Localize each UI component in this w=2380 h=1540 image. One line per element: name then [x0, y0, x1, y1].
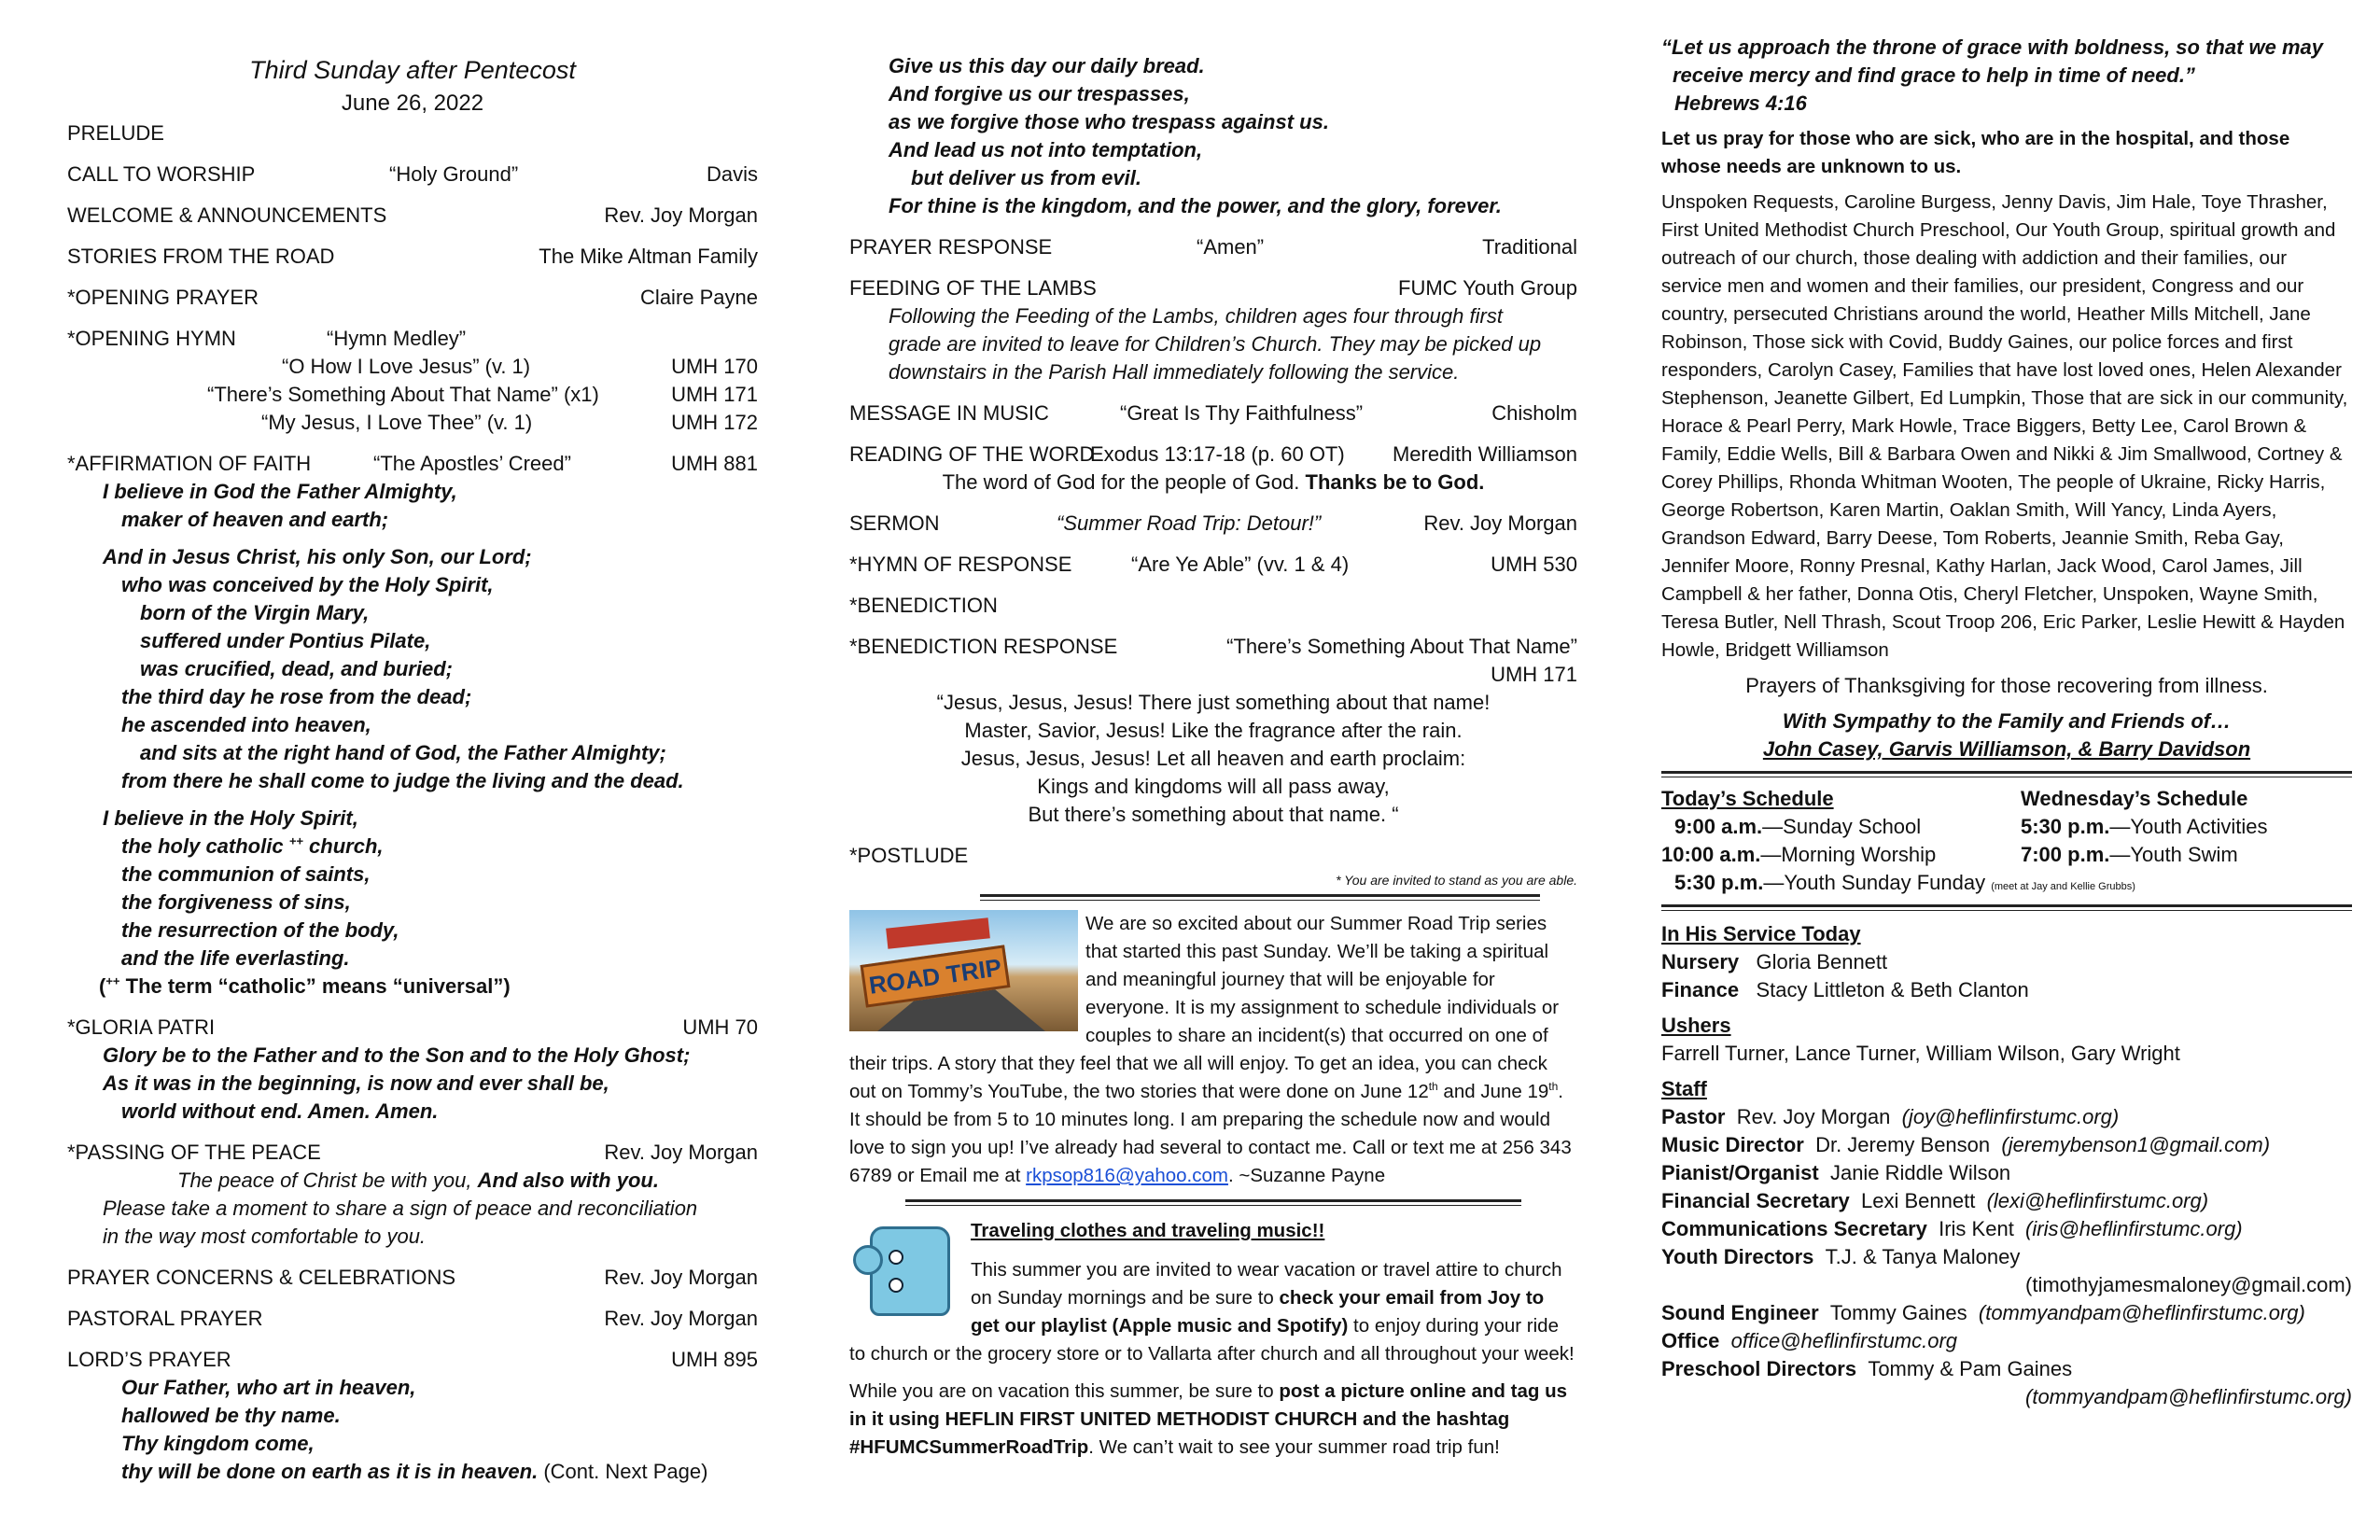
lords-line: but deliver us from evil. — [911, 166, 1141, 189]
feeding-line: Following the Feeding of the Lambs, children ages four through first — [889, 304, 1503, 328]
call-to-worship: CALL TO WORSHIP “Holy Ground” Davis — [67, 162, 758, 186]
bulletin-date: June 26, 2022 — [341, 91, 484, 116]
peace-line: in the way most comfortable to you. — [103, 1225, 427, 1248]
lords-line: And forgive us our trespasses, — [889, 82, 1190, 105]
lords-line: Thy kingdom come, — [121, 1432, 315, 1455]
schedule-row: 10:00 a.m.—Morning Worship 7:00 p.m.—Youth Swim — [1661, 843, 2238, 866]
reading-response: The word of God for the people of God. Thanks be to God. — [942, 470, 1485, 494]
email-link[interactable]: rkpsop816@yahoo.com — [1026, 1165, 1228, 1186]
sympathy-names: John Casey, Garvis Williamson, & Barry Davidson — [1762, 737, 2251, 761]
opening-prayer: *OPENING PRAYER Claire Payne — [67, 286, 758, 309]
creed-line: the communion of saints, — [121, 862, 371, 886]
staff-heading: Staff — [1661, 1077, 1707, 1100]
creed-line: suffered under Pontius Pilate, — [140, 629, 431, 652]
creed-line: I believe in God the Father Almighty, — [103, 480, 457, 503]
youth-email-row: (timothyjamesmaloney@gmail.com) — [2025, 1273, 2352, 1296]
feeding-of-the-lambs: FEEDING OF THE LAMBS FUMC Youth Group — [849, 276, 1577, 300]
affirmation-of-faith: *AFFIRMATION OF FAITH “The Apostles’ Creed” UMH 881 — [67, 452, 758, 475]
shirt-mascot-image — [849, 1217, 961, 1320]
benediction-lyric: But there’s something about that name. “ — [1028, 803, 1399, 826]
order-of-worship-column — [67, 0, 758, 1486]
prayer-intro: Let us pray for those who are sick, who are in the hospital, and those whose needs are unknown to us. — [1661, 128, 2290, 177]
stand-note: * You are invited to stand as you are able. — [1336, 873, 1577, 888]
postlude: *POSTLUDE — [849, 844, 969, 867]
order-of-worship-continued — [849, 0, 1577, 1462]
divider — [1661, 904, 2352, 911]
creed-line: I believe in the Holy Spirit, — [103, 806, 358, 830]
reading-of-the-word: READING OF THE WORD Exodus 13:17-18 (p. 60 OT) Meredith Williamson — [849, 442, 1577, 466]
benediction-response: *BENEDICTION RESPONSE “There’s Something About That Name” — [849, 635, 1577, 658]
prelude: PRELUDE — [67, 121, 164, 145]
welcome-announcements: WELCOME & ANNOUNCEMENTS Rev. Joy Morgan — [67, 203, 758, 227]
sound-engineer-row: Sound Engineer Tommy Gaines (tommyandpam@heflinfirstumc.org) — [1661, 1301, 2305, 1324]
catholic-footnote: (++ The term “catholic” means “universal”) — [99, 973, 511, 998]
lords-line: Our Father, who art in heaven, — [121, 1376, 416, 1399]
schedule-headings: Today’s Schedule Wednesday’s Schedule — [1661, 787, 2248, 810]
verse-line: receive mercy and find grace to help in time of need.” — [1673, 63, 2195, 87]
creed-line: maker of heaven and earth; — [121, 508, 389, 531]
traveling-heading: Traveling clothes and traveling music!! — [971, 1220, 1325, 1241]
office-row: Office office@heflinfirstumc.org — [1661, 1329, 1958, 1352]
road-trip-article: ROAD TRIP We are so excited about our Summer Road Trip series that started this past Sunday. We’ll be taking a spiritual and meaningful journey that will be enjoyable for everyone. It is my assignment to schedule individuals or couples to share an incident(s) that occurred on one of their trips. A story that they feel that we all will enjoy. To get an idea, you can check out on Tommy’s YouTube, the two stories that were done on June 12th and June 19th. It should be from 5 to 10 minutes long. I am preparing the schedule now and would love to sign you up! I’ve already had several to contact me. Call or text me at 256 343 6789 or Email me at rkpsop816@yahoo.com. ~Suzanne Payne — [849, 910, 1577, 1190]
thumbs-up-icon — [853, 1245, 883, 1275]
creed-line: the resurrection of the body, — [121, 918, 399, 942]
benediction-lyric: Kings and kingdoms will all pass away, — [1037, 775, 1390, 798]
sermon: SERMON “Summer Road Trip: Detour!” Rev. Joy Morgan — [849, 511, 1577, 535]
road-trip-image — [849, 910, 1078, 1031]
hymn-song-2: “There’s Something About That Name” (x1) UMH 171 — [207, 383, 758, 406]
nursery-row: Nursery Gloria Bennett — [1661, 950, 1888, 973]
road-trip-sign: ROAD TRIP — [861, 945, 1011, 1007]
gloria-line: world without end. Amen. Amen. — [121, 1099, 439, 1123]
peace-line: Please take a moment to share a sign of peace and reconciliation — [103, 1197, 698, 1220]
hymn-song-3: “My Jesus, I Love Thee” (v. 1) UMH 172 — [261, 411, 758, 434]
creed-line: the third day he rose from the dead; — [121, 685, 472, 708]
thanksgiving-line: Prayers of Thanksgiving for those recovering from illness. — [1745, 674, 2268, 697]
lords-line: hallowed be thy name. — [121, 1404, 341, 1427]
lords-line: thy will be done on earth as it is in heaven. (Cont. Next Page) — [121, 1460, 708, 1483]
benediction-lyric: Master, Savior, Jesus! Like the fragrance after the rain. — [964, 719, 1463, 742]
staff-row: Communications Secretary Iris Kent (iris@heflinfirstumc.org) — [1661, 1217, 2243, 1240]
stories-from-the-road: STORIES FROM THE ROAD The Mike Altman Family — [67, 245, 758, 268]
gloria-line: Glory be to the Father and to the Son and to the Holy Ghost; — [103, 1043, 691, 1067]
hymn-of-response: *HYMN OF RESPONSE “Are Ye Able” (vv. 1 & 4) UMH 530 — [849, 553, 1577, 576]
creed-line: born of the Virgin Mary, — [140, 601, 370, 624]
benediction: *BENEDICTION — [849, 594, 998, 617]
divider — [980, 894, 1540, 901]
bulletin-title: Third Sunday after Pentecost — [249, 56, 576, 84]
creed-line: and sits at the right hand of God, the Father Almighty; — [140, 741, 666, 764]
lords-line: as we forgive those who trespass against us. — [889, 110, 1329, 133]
divider — [1661, 771, 2352, 777]
creed-line: And in Jesus Christ, his only Son, our Lord; — [103, 545, 532, 568]
service-heading: In His Service Today — [1661, 922, 1861, 945]
creed-line: he ascended into heaven, — [121, 713, 371, 736]
divider — [905, 1199, 1521, 1206]
ushers-heading: Ushers — [1661, 1014, 1731, 1037]
prayer-response: PRAYER RESPONSE “Amen” Traditional — [849, 235, 1577, 259]
message-in-music: MESSAGE IN MUSIC “Great Is Thy Faithfulness” Chisholm — [849, 401, 1577, 425]
staff-row: Youth Directors T.J. & Tanya Maloney — [1661, 1245, 2021, 1268]
hymn-song-1: “O How I Love Jesus” (v. 1) UMH 170 — [282, 355, 758, 378]
creed-line: from there he shall come to judge the living and the dead. — [121, 769, 684, 792]
pastoral-prayer: PASTORAL PRAYER Rev. Joy Morgan — [67, 1307, 758, 1330]
feeding-line: downstairs in the Parish Hall immediately following the service. — [889, 360, 1460, 384]
prayer-concerns: PRAYER CONCERNS & CELEBRATIONS Rev. Joy Morgan — [67, 1266, 758, 1289]
benediction-ref: UMH 171 — [1491, 663, 1577, 686]
traveling-article: Traveling clothes and traveling music!! This summer you are invited to wear vacation or travel attire to church on Sunday mornings and be sure to check your email from Joy to get our playlist (Apple music and Spotify) to enjoy during your ride to church or the grocery store or to Vallarta after church and all throughout your week! — [849, 1217, 1577, 1368]
lords-line: For thine is the kingdom, and the power, and the glory, forever. — [889, 194, 1502, 217]
creed-line: and the life everlasting. — [121, 946, 350, 970]
opening-hymn: *OPENING HYMN “Hymn Medley” — [67, 327, 467, 350]
passing-of-the-peace: *PASSING OF THE PEACE Rev. Joy Morgan — [67, 1141, 758, 1164]
schedule-row: 9:00 a.m.—Sunday School 5:30 p.m.—Youth Activities — [1674, 815, 2268, 838]
creed-line: the forgiveness of sins, — [121, 890, 351, 914]
sympathy-heading: With Sympathy to the Family and Friends of… — [1782, 709, 2232, 733]
arrow-sign-icon — [886, 917, 990, 948]
staff-row: Music Director Dr. Jeremy Benson (jeremybenson1@gmail.com) — [1661, 1133, 2271, 1156]
staff-row: Pastor Rev. Joy Morgan (joy@heflinfirstumc.org) — [1661, 1105, 2120, 1128]
preschool-email-row: (tommyandpam@heflinfirstumc.org) — [2025, 1385, 2352, 1408]
schedule-row: 5:30 p.m.—Youth Sunday Funday (meet at Jay and Kellie Grubbs) — [1674, 871, 2135, 894]
lords-line: Give us this day our daily bread. — [889, 54, 1205, 77]
verse-ref: Hebrews 4:16 — [1674, 91, 1807, 115]
gloria-line: As it was in the beginning, is now and ever shall be, — [103, 1071, 609, 1095]
gloria-patri: *GLORIA PATRI UMH 70 — [67, 1015, 758, 1039]
lords-prayer: LORD’S PRAYER UMH 895 — [67, 1348, 758, 1371]
creed-line: the holy catholic ++ church, — [121, 833, 384, 858]
finance-row: Finance Stacy Littleton & Beth Clanton — [1661, 978, 2029, 1001]
preschool-row: Preschool Directors Tommy & Pam Gaines — [1661, 1357, 2073, 1380]
staff-row: Pianist/Organist Janie Riddle Wilson — [1661, 1161, 2011, 1184]
benediction-lyric: “Jesus, Jesus, Jesus! There just something about that name! — [936, 691, 1491, 714]
creed-line: who was conceived by the Holy Spirit, — [121, 573, 494, 596]
peace-exchange: The peace of Christ be with you, And also with you. — [177, 1169, 659, 1192]
verse-line: “Let us approach the throne of grace with boldness, so that we may — [1661, 35, 2324, 59]
ushers-list: Farrell Turner, Lance Turner, William Wilson, Gary Wright — [1661, 1042, 2180, 1065]
creed-line: was crucified, dead, and buried; — [140, 657, 453, 680]
vacation-article: While you are on vacation this summer, be sure to post a picture online and tag us in it using HEFLIN FIRST UNITED METHODIST CHURCH and the hashtag #HFUMCSummerRoadTrip. We can’t wait to see your summer road trip fun! — [849, 1380, 1568, 1458]
feeding-line: grade are invited to leave for Children’s Church. They may be picked up — [889, 332, 1542, 356]
prayer-list: Unspoken Requests, Caroline Burgess, Jenny Davis, Jim Hale, Toye Thrasher, First United Methodist Church Preschool, Our Youth Group, spiritual growth and outreach of our church, those dealing with addiction and their families, our service men and women and their families, our president, Congress and our country, persecuted Christians around the world, Heather Mills Mitchell, Jane Robinson, Those sick with Covid, Buddy Gaines, our police forces and first responders, Carolyn Casey, Families that have lost loved ones, Helen Alexander Stephenson, Jeanette Gilbert, Ed Lumpkin, Those that are sick in our community, Horace & Pearl Perry, Mark Howle, Trace Biggers, Betty Lee, Carol Brown & Family, Eddie Wells, Bill & Barbara Owen and Nikki & Jim Smallwood, Cortney & Corey Phillips, Rhonda Whitman Wooten, The people of Ukraine, Ricky Harris, George Robertson, Karen Martin, Oaklan Smith, Will Yancy, Linda Ayers, Grandson Edward, Barry Deese, Tom Roberts, Jeannie Smith, Reba Gay, Jennifer Moore, Ronny Presnal, Kathy Harlan, Jack Wood, Carol James, Jill Campbell & her father, Donna Otis, Cheryl Fletcher, Unspoken, Wayne Smith, Teresa Butler, Nell Thrash, Scout Troop 206, Eric Parker, Leslie Hewitt & Hayden Howle, Bridgett Williamson — [1661, 191, 2348, 661]
lords-line: And lead us not into temptation, — [889, 138, 1203, 161]
benediction-lyric: Jesus, Jesus, Jesus! Let all heaven and earth proclaim: — [960, 747, 1466, 770]
staff-row: Financial Secretary Lexi Bennett (lexi@heflinfirstumc.org) — [1661, 1189, 2209, 1212]
prayer-and-info-column — [1661, 0, 2352, 1411]
